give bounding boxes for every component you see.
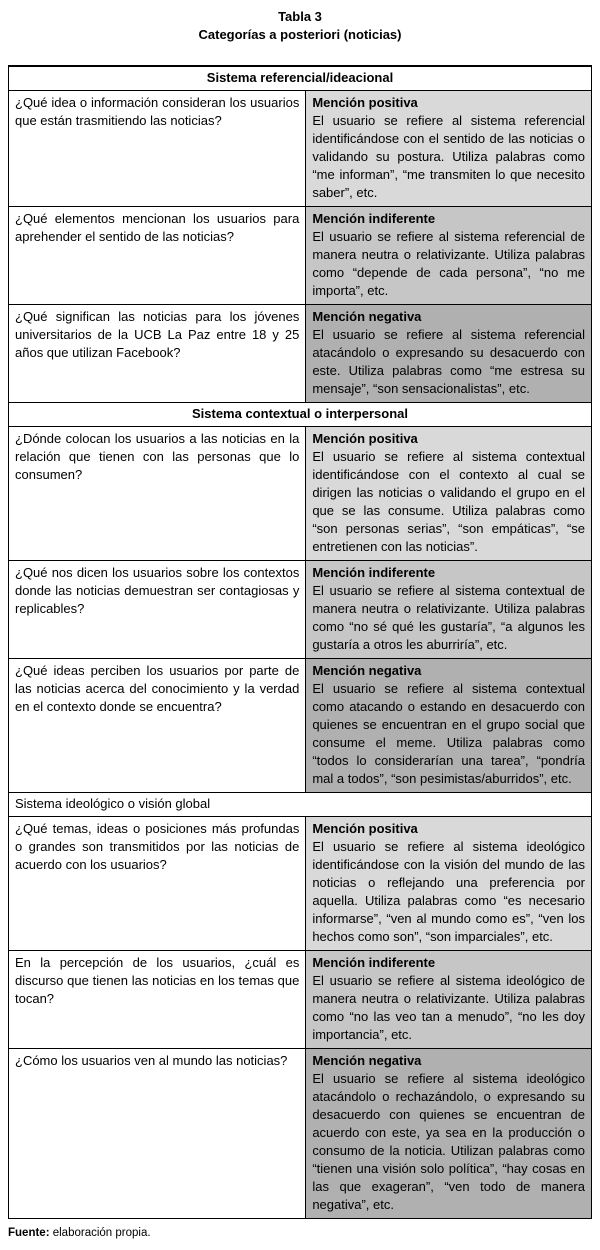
mention-body: El usuario se refiere al sistema ideológico de manera neutra o relativizante. Utiliza palabras como “no las veo tan a menudo”, “no les doy importancia”, etc. — [312, 973, 585, 1042]
mention-title: Mención positiva — [312, 95, 418, 110]
mention-title: Mención negativa — [312, 309, 422, 324]
source-text: elaboración propia. — [49, 1227, 151, 1239]
question-cell: ¿Qué idea o información consideran los usuarios que están trasmitiendo las noticias? — [9, 91, 306, 207]
table-row — [9, 427, 592, 561]
table-row — [9, 659, 592, 793]
mention-cell — [306, 659, 592, 793]
mention-cell — [306, 561, 592, 659]
mention-body: El usuario se refiere al sistema ideológico atacándolo o rechazándolo, o expresando su desacuerdo con quienes se encuentran de acuerdo con este, ya sea en la producción o consumo de la noticia. Utilizan palabras como “tienen una visión solo política”, “hay cosas en las que exageran”, “ven todo de manera negativa”, etc. — [312, 1071, 585, 1212]
mention-cell — [306, 207, 592, 305]
mention-title: Mención indiferente — [312, 565, 436, 580]
source-note — [8, 1226, 592, 1240]
question-cell: En la percepción de los usuarios, ¿cuál es discurso que tienen las noticias en los temas que tocan? — [9, 951, 306, 1049]
section-header-label: Sistema referencial/ideacional — [9, 66, 592, 91]
table-row — [9, 305, 592, 403]
mention-cell — [306, 951, 592, 1049]
table-row — [9, 91, 592, 207]
table-row — [9, 207, 592, 305]
mention-title: Mención positiva — [312, 431, 418, 446]
mention-cell — [306, 427, 592, 561]
mention-cell — [306, 817, 592, 951]
mention-title: Mención negativa — [312, 663, 422, 678]
mention-body: El usuario se refiere al sistema ideológico identificándose con la visión del mundo de las noticias o reflejando una preferencia por aquella. Utiliza palabras como “es necesario informarse”, “ven al mundo como es”, “ven los hechos como son”, “son imparciales”, etc. — [312, 839, 585, 944]
mention-cell — [306, 91, 592, 207]
mention-title: Mención positiva — [312, 821, 418, 836]
table-caption — [8, 8, 592, 44]
question-cell: ¿Dónde colocan los usuarios a las noticias en la relación que tienen con las personas que lo consumen? — [9, 427, 306, 561]
mention-title: Mención negativa — [312, 1053, 422, 1068]
page-subtitle: Categorías a posteriori (noticias) — [198, 27, 402, 42]
section-header-contextual — [9, 403, 592, 427]
mention-body: El usuario se refiere al sistema contextual de manera neutra o relativizante. Utiliza palabras como “no sé qué les gustaría”, “a algunos les gustaría a otros les aburriría”, etc. — [312, 583, 585, 652]
mention-body: El usuario se refiere al sistema referencial identificándose con el sentido de las noticias o validando su postura. Utiliza palabras como “me informan”, “me transmiten lo que necesito saber”, etc. — [312, 113, 585, 200]
mention-body: El usuario se refiere al sistema referencial de manera neutra o relativizante. Utiliza palabras como “depende de cada persona”, “no me importa”, etc. — [312, 229, 585, 298]
section-header-label: Sistema contextual o interpersonal — [9, 403, 592, 427]
mention-cell — [306, 305, 592, 403]
table-row — [9, 951, 592, 1049]
table-row — [9, 561, 592, 659]
mention-body: El usuario se refiere al sistema referencial atacándolo o expresando su desacuerdo con este. Utiliza palabras como “me estresa su mensaje”, “son sensacionalistas”, etc. — [312, 327, 585, 396]
mention-title: Mención indiferente — [312, 955, 436, 970]
mention-body: El usuario se refiere al sistema contextual identificándose con el contexto al cual se dirigen las noticias o validando el grupo en el que se las consume. Utiliza palabras como “son personas serias”, “son empáticas”, “se entretienen con las noticias”. — [312, 449, 585, 554]
source-label: Fuente: — [8, 1227, 50, 1239]
section-header-ideologico — [9, 793, 592, 817]
table-row — [9, 1049, 592, 1219]
mention-body: El usuario se refiere al sistema contextual como atacando o estando en desacuerdo con quienes se encuentran en el grupo social que consume el meme. Utiliza palabras como “todos lo considerarían una tarea”, “pondría mal a todos”, “son pesimistas/aburridos”, etc. — [312, 681, 585, 786]
question-cell: ¿Qué significan las noticias para los jóvenes universitarios de la UCB La Paz entre 18 y 25 años que utilizan Facebook? — [9, 305, 306, 403]
table-row — [9, 817, 592, 951]
question-cell: ¿Qué ideas perciben los usuarios por parte de las noticias acerca del conocimiento y la verdad en el contexto donde se encuentra? — [9, 659, 306, 793]
mention-title: Mención indiferente — [312, 211, 436, 226]
section-header-referencial — [9, 66, 592, 91]
question-cell: ¿Cómo los usuarios ven al mundo las noticias? — [9, 1049, 306, 1219]
mention-cell — [306, 1049, 592, 1219]
page-title: Tabla 3 — [278, 9, 322, 24]
question-cell: ¿Qué nos dicen los usuarios sobre los contextos donde las noticias demuestran ser contagiosas y replicables? — [9, 561, 306, 659]
question-cell: ¿Qué elementos mencionan los usuarios para aprehender el sentido de las noticias? — [9, 207, 306, 305]
section-header-label: Sistema ideológico o visión global — [9, 793, 592, 817]
categories-table — [8, 65, 592, 1219]
question-cell: ¿Qué temas, ideas o posiciones más profundas o grandes son transmitidos por las noticias de acuerdo con los usuarios? — [9, 817, 306, 951]
